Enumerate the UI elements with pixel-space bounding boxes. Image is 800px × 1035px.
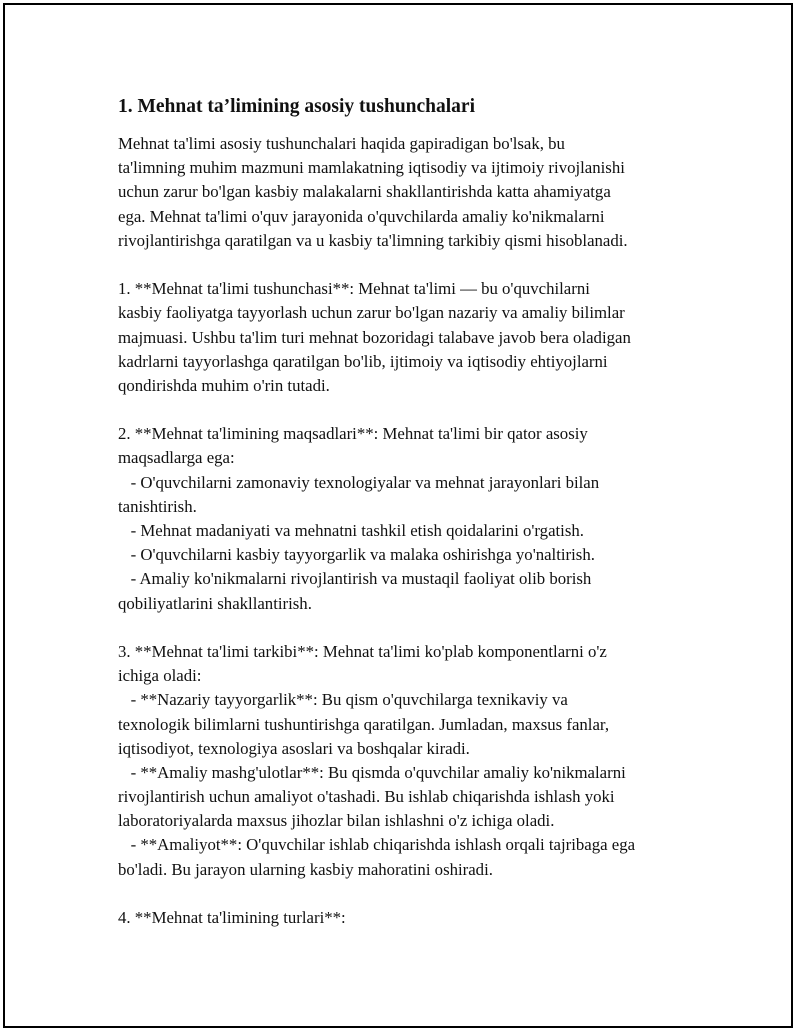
paragraph-structure	[118, 640, 698, 882]
list-item-line: - **Nazariy tayyorgarlik**: Bu qism o'quvchilarga texnikaviy va	[118, 690, 568, 710]
list-item-line: tanishtirish.	[118, 496, 197, 516]
paragraph-spacer	[118, 882, 698, 906]
paragraph-line: ega. Mehnat ta'limi o'quv jarayonida o'quvchilarda amaliy ko'nikmalarni	[118, 206, 605, 226]
list-item-line: laboratoriyalarda maxsus jihozlar bilan ishlashni o'z ichiga oladi.	[118, 811, 555, 831]
paragraph-line: 2. **Mehnat ta'limining maqsadlari**: Mehnat ta'limi bir qator asosiy	[118, 424, 588, 444]
paragraph-line: uchun zarur bo'lgan kasbiy malakalarni shakllantirishda katta ahamiyatga	[118, 182, 611, 202]
paragraph-intro	[118, 132, 698, 253]
list-item-line: - Mehnat madaniyati va mehnatni tashkil etish qoidalarini o'rgatish.	[118, 521, 584, 540]
list-item-line: - O'quvchilarni kasbiy tayyorgarlik va malaka oshirishga yo'naltirish.	[118, 545, 595, 565]
paragraph-concept	[118, 277, 698, 398]
paragraph-line: 4. **Mehnat ta'limining turlari**:	[118, 908, 346, 927]
paragraph-line: ta'limning muhim mazmuni mamlakatning iqtisodiy va ijtimoiy rivojlanishi	[118, 158, 625, 178]
paragraph-line: 3. **Mehnat ta'limi tarkibi**: Mehnat ta'limi ko'plab komponentlarni o'z	[118, 641, 607, 661]
paragraph-spacer	[118, 616, 698, 640]
list-item-line: rivojlantirish uchun amaliyot o'tashadi. Bu ishlab chiqarishda ishlash yoki	[118, 787, 615, 807]
list-item-line: - Amaliy ko'nikmalarni rivojlantirish va mustaqil faoliyat olib borish	[118, 569, 592, 589]
section-heading: 1. Mehnat ta’limining asosiy tushunchalari	[118, 96, 476, 117]
paragraph-line: ichiga oladi:	[118, 666, 202, 686]
list-item-line: - **Amaliy mashg'ulotlar**: Bu qismda o'quvchilar amaliy ko'nikmalarni	[118, 762, 626, 782]
paragraph-line: majmuasi. Ushbu ta'lim turi mehnat bozoridagi talabave javob bera oladigan	[118, 327, 631, 347]
paragraph-line: maqsadlarga ega:	[118, 448, 235, 468]
list-item-line: - **Amaliyot**: O'quvchilar ishlab chiqarishda ishlash orqali tajribaga ega	[118, 835, 636, 855]
list-item-line: - O'quvchilarni zamonaviy texnologiyalar va mehnat jarayonlari bilan	[118, 472, 600, 492]
paragraph-spacer	[118, 398, 698, 422]
paragraph-goals	[118, 422, 698, 616]
list-item-line: bo'ladi. Bu jarayon ularning kasbiy mahoratini oshiradi.	[118, 859, 493, 879]
paragraph-line: rivojlantirishga qaratilgan va u kasbiy ta'limning tarkibiy qismi hisoblanadi.	[118, 230, 628, 250]
paragraph-types	[118, 906, 698, 930]
paragraph-line: qondirishda muhim o'rin tutadi.	[118, 375, 330, 395]
paragraph-spacer	[118, 253, 698, 277]
paragraph-line: kadrlarni tayyorlashga qaratilgan bo'lib, ijtimoiy va iqtisodiy ehtiyojlarni	[118, 351, 608, 371]
paragraph-line: kasbiy faoliyatga tayyorlash uchun zarur bo'lgan nazariy va amaliy bilimlar	[118, 303, 625, 323]
list-item-line: texnologik bilimlarni tushuntirishga qaratilgan. Jumladan, maxsus fanlar,	[118, 714, 610, 734]
list-item-line: iqtisodiyot, texnologiya asoslari va boshqalar kiradi.	[118, 738, 470, 758]
paragraph-line: 1. **Mehnat ta'limi tushunchasi**: Mehnat ta'limi — bu o'quvchilarni	[118, 279, 590, 299]
document-body	[118, 92, 698, 930]
list-item-line: qobiliyatlarini shakllantirish.	[118, 593, 312, 613]
paragraph-line: Mehnat ta'limi asosiy tushunchalari haqida gapiradigan bo'lsak, bu	[118, 134, 565, 153]
